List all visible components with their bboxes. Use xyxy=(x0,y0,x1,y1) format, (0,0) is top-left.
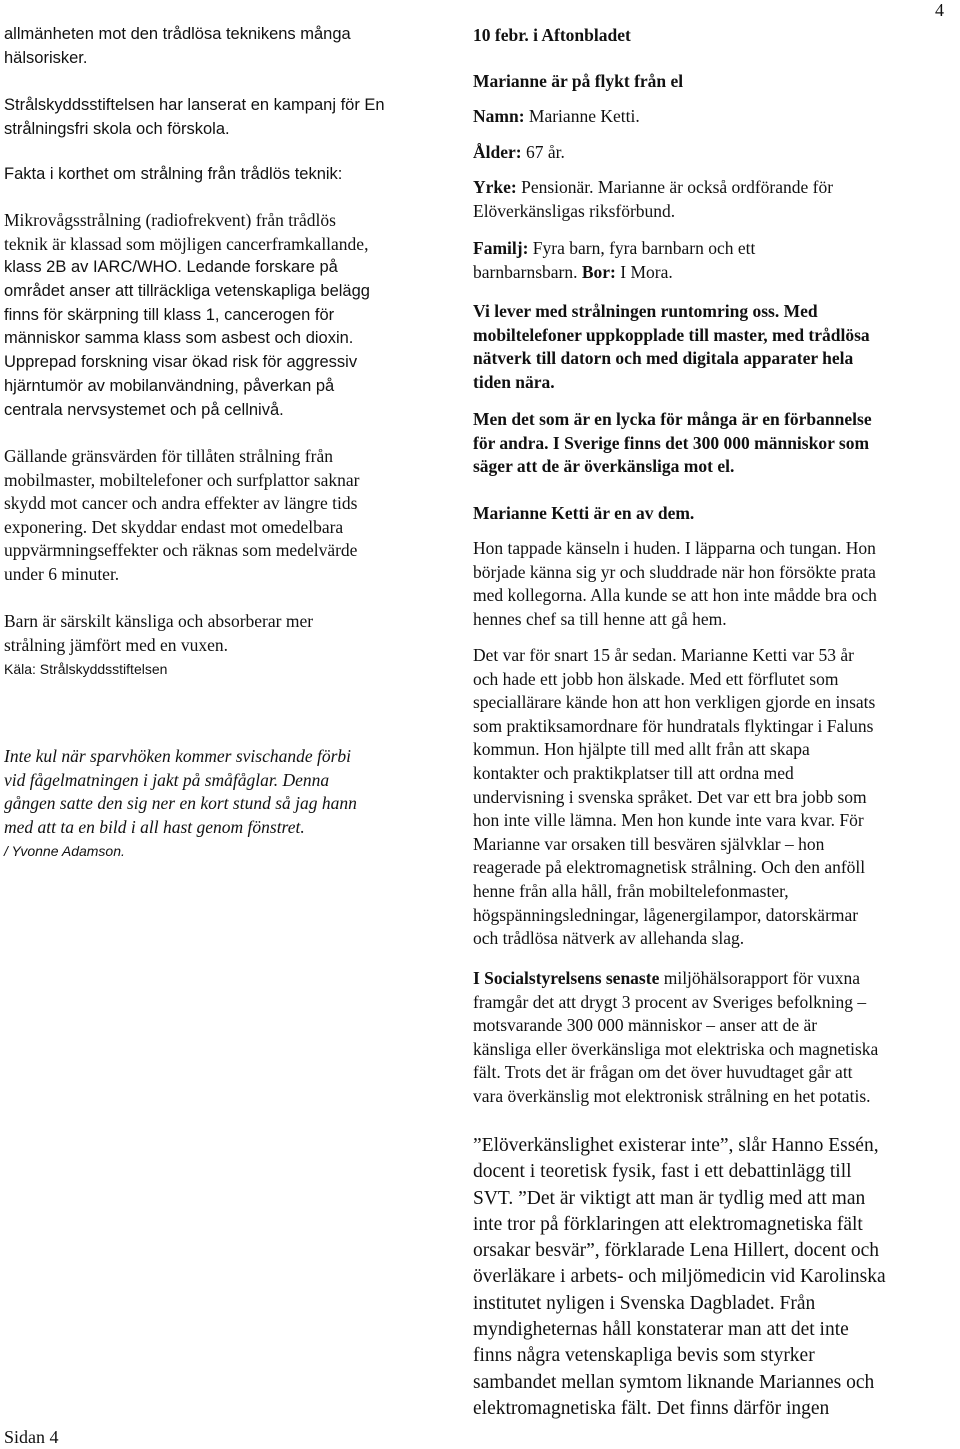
source-note: Käla: Strålskyddsstiftelsen xyxy=(4,661,168,677)
body-paragraph-1: Hon tappade känseln i huden. I läpparna och tungan. Hon började känna sig yr och sluddrade när hon försökte prata med kollegorna. Alla kunde se att hon inte mådde bra och hennes chef sa till henne att gå hem. xyxy=(473,538,877,629)
children-paragraph: Barn är särskilt känsliga och absorberar mer strålning jämfört med en vuxen. xyxy=(4,611,314,655)
lead-paragraph-2: Men det som är en lycka för många är en förbannelse för andra. I Sverige finns det 300 000 människor som säger att de är överkänsliga mot el. xyxy=(473,409,872,477)
fact-name: Namn: Marianne Ketti. xyxy=(473,106,640,126)
body-paragraph-2: Det var för snart 15 år sedan. Marianne Ketti var 53 år och hade ett jobb hon älskade. Med ett förflutet som speciallärare kände hon att hon verkligen gjorde en insats som praktiksamordnare för hundratals flyktingar i Faluns kommun. Hon hjälpte till med allt från att skapa kontakter och praktikplatser till att ordna med undervisning i svenska språket. Det var ett bra jobb som hon inte ville lämna. Men hon kunde inte vara kvar. För Marianne var orsaken till besvären självklar – hon reagerade på elektromagnetisk strålning. Och den anföll henne från alla håll, från mobiltelefonmaster, högspänningsledningar, lågenergilampor, datorskärmar och trådlösa nätverk av allehanda slag. xyxy=(473,645,876,949)
page-number: 4 xyxy=(935,0,944,20)
facts-paragraph: klass 2B av IARC/WHO. Ledande forskare på området anser att tillräckliga vetenskapliga belägg finns för skärpning till klass 1, cancerogen för människor samma klass som asbest och dioxin. Upprepad forskning visar ökad risk för aggressiv hjärntumör av mobilanvändning, påverkan på centrala nervsystemet och på cellnivå. xyxy=(4,258,370,419)
page-footer: Sidan 4 xyxy=(4,1427,59,1447)
photo-byline: / Yvonne Adamson. xyxy=(4,843,125,859)
intro-paragraph: allmänheten mot den trådlösa teknikens många hälsorisker. xyxy=(4,25,351,67)
fact-job: Yrke: Pensionär. Marianne är också ordförande för Elöverkänsligas riksförbund. xyxy=(473,177,834,221)
lead-paragraph-1: Vi lever med strålningen runtomring oss. Med mobiltelefoner uppkopplade till master, med trådlösa nätverk till datorn och med digitala apparater hela tiden nära. xyxy=(473,301,870,392)
photo-caption: Inte kul när sparvhöken kommer svischande förbi vid fågelmatningen i jakt på småfåglar. Denna gången satte den sig ner en kort stund så jag hann med att ta en bild i all hast genom fönstret. xyxy=(4,746,357,837)
body-paragraph-3: I Socialstyrelsens senaste miljöhälsorapport för vuxna framgår det att drygt 3 procent av Sveriges befolkning – motsvarande 300 000 människor – anser att de är känsliga eller överkänsliga mot elektriska och magnetiska fält. Trots det är frågan om det över huvudtaget går att vara överkänslig mot elektronisk strålning en het potatis. xyxy=(473,968,879,1106)
article-headline: Marianne är på flykt från el xyxy=(473,71,684,91)
lead-paragraph-3: Marianne Ketti är en av dem. xyxy=(473,503,695,523)
article-date: 10 febr. i Aftonbladet xyxy=(473,25,631,45)
facts-paragraph-serif: Mikrovågsstrålning (radiofrekvent) från trådlös teknik är klassad som möjligen cancerframkallande, xyxy=(4,210,369,254)
limits-paragraph: Gällande gränsvärden för tillåten strålning från mobilmaster, mobiltelefoner och surfplattor saknar skydd mot cancer och andra effekter av längre tids exponering. Det skyddar endast mot omedelbara uppvärmningseffekter och räknas som medelvärde under 6 minuter. xyxy=(4,446,360,584)
fact-family: Familj: Fyra barn, fyra barnbarn och ett barnbarnsbarn. Bor: I Mora. xyxy=(473,238,756,282)
body-paragraph-4: ”Elöverkänslighet existerar inte”, slår Hanno Essén, docent i teoretisk fysik, fast i ett debattinlägg till SVT. ”Det är viktigt att man är tydlig med att man inte tror på förklaringen att elektromagnetiska fält orsakar besvär”, förklarade Lena Hillert, docent och överläkare i arbets- och miljömedicin vid Karolinska institutet nyligen i Svenska Dagbladet. Från myndigheternas håll konstaterar man att det inte finns några vetenskapliga bevis som styrker sambandet mellan symtom liknande Mariannes och elektromagnetiska fält. Det finns därför ingen xyxy=(473,1135,886,1419)
campaign-paragraph: Strålskyddsstiftelsen har lanserat en kampanj för En strålningsfri skola och förskola. xyxy=(4,96,385,138)
fact-age: Ålder: 67 år. xyxy=(473,142,565,162)
facts-heading: Fakta i korthet om strålning från trådlös teknik: xyxy=(4,165,343,183)
